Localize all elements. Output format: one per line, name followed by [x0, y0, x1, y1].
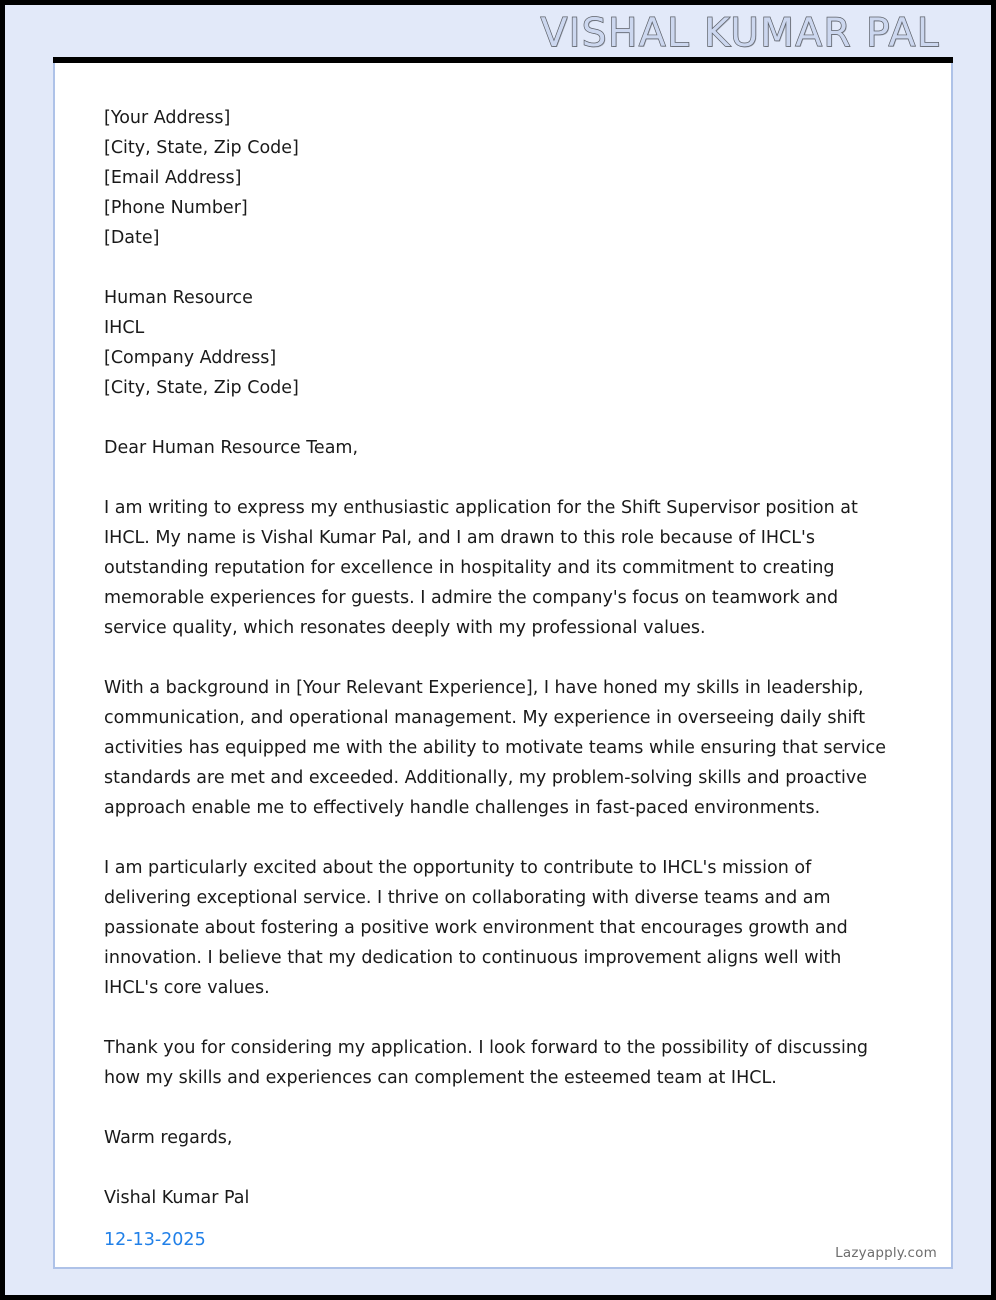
letter-body — [55, 63, 951, 1255]
recipient-line: [Company Address] — [104, 348, 277, 368]
sender-line: [Phone Number] — [104, 198, 248, 218]
body-paragraph: With a background in [Your Relevant Experience], I have honed my skills in leadership, communication, and operational management. My experience in overseeing daily shift activities has equipped me with the ability to motivate teams while ensuring that service standards are met and exceeded. Additionally, my problem-solving skills and proactive approach enable me to effectively handle challenges in fast-paced environments. — [104, 678, 887, 818]
letter-header — [10, 10, 986, 57]
sender-line: [Your Address] — [104, 108, 231, 128]
recipient-line: IHCL — [104, 318, 145, 338]
page-title: VISHAL KUMAR PAL — [540, 11, 940, 56]
body-paragraph: I am writing to express my enthusiastic application for the Shift Supervisor position at IHCL. My name is Vishal Kumar Pal, and I am drawn to this role because of IHCL's outstanding reputation for excellence in hospitality and its commitment to creating memorable experiences for guests. I admire the company's focus on teamwork and service quality, which resonates deeply with my professional values. — [104, 498, 858, 638]
sender-line: [Email Address] — [104, 168, 242, 188]
salutation: Dear Human Resource Team, — [104, 438, 359, 458]
sender-address-block — [104, 103, 901, 253]
body-paragraph: Thank you for considering my application. I look forward to the possibility of discussing how my skills and experiences can complement the esteemed team at IHCL. — [104, 1038, 869, 1088]
recipient-line: [City, State, Zip Code] — [104, 378, 299, 398]
recipient-address-block — [104, 283, 901, 403]
footer-watermark: Lazyapply.com — [835, 1245, 937, 1261]
letter-sheet — [53, 63, 953, 1269]
body-paragraph: I am particularly excited about the opportunity to contribute to IHCL's mission of delivering exceptional service. I thrive on collaborating with diverse teams and am passionate about fostering a positive work environment that encourages growth and innovation. I believe that my dedication to continuous improvement aligns well with IHCL's core values. — [104, 858, 848, 998]
document-date: 12-13-2025 — [104, 1230, 206, 1250]
sender-line: [City, State, Zip Code] — [104, 138, 299, 158]
recipient-line: Human Resource — [104, 288, 253, 308]
closing-salutation: Warm regards, — [104, 1128, 233, 1148]
sender-line: [Date] — [104, 228, 160, 248]
signer-name: Vishal Kumar Pal — [104, 1188, 250, 1208]
